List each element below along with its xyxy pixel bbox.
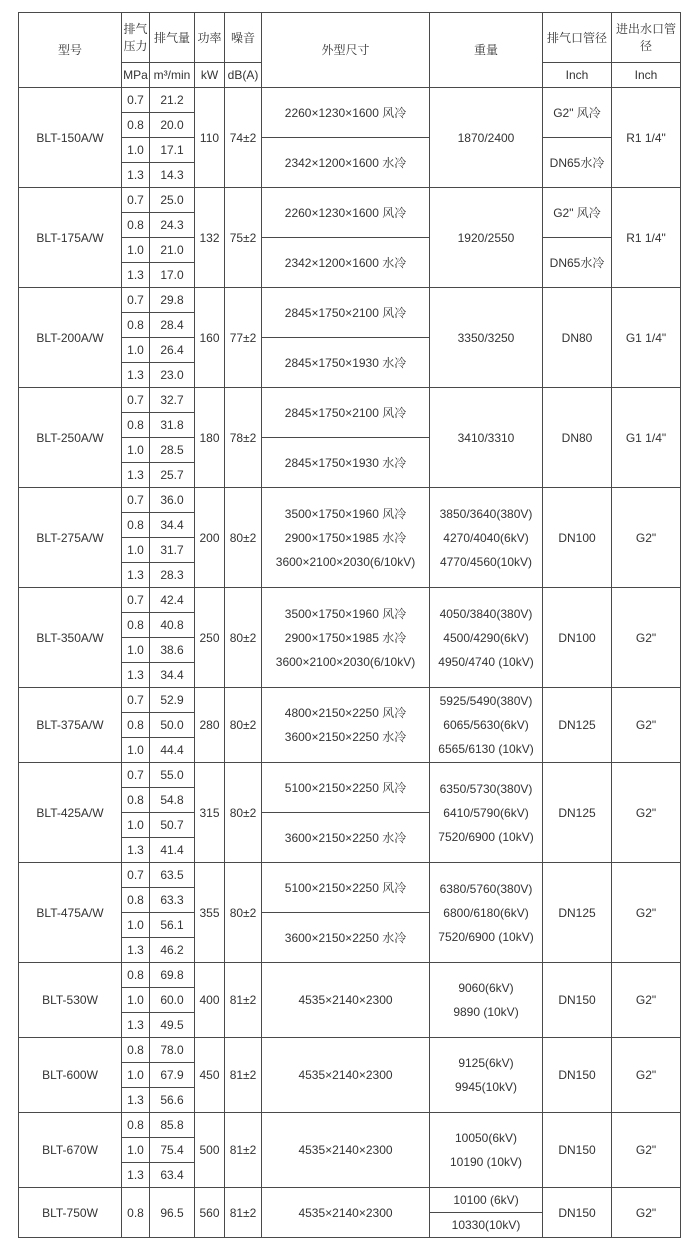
water-port-value: R1 1/4" [612,188,681,288]
model-name: BLT-200A/W [19,288,122,388]
water-port-value: G2" [612,963,681,1038]
table-row [19,588,681,613]
pressure-value: 0.8 [122,613,150,638]
noise-value: 80±2 [225,688,262,763]
outlet-value: DN80 [543,388,612,488]
weight-value-line: 6410/5790(6kV) [443,805,529,820]
header-noise: 噪音 [225,13,262,63]
noise-value: 81±2 [225,1038,262,1113]
weight-value-line: 9060(6kV) [458,981,514,995]
pressure-value: 1.3 [122,838,150,863]
power-value: 280 [195,688,225,763]
pressure-value: 1.0 [122,1063,150,1088]
weight-value-line: 4950/4740 (10kV) [438,654,534,669]
dimensions-value [262,688,430,763]
air-flow-value: 49.5 [150,1013,195,1038]
dimensions-air-cooled: 5100×2150×2250 风冷 [262,763,430,813]
noise-value: 74±2 [225,88,262,188]
dimensions-air-cooled: 2845×1750×2100 风冷 [262,388,430,438]
pressure-value: 1.0 [122,338,150,363]
outlet-value: DN150 [543,1188,612,1238]
pressure-value: 0.8 [122,213,150,238]
weight-value [430,1188,543,1238]
pressure-value: 0.7 [122,88,150,113]
dimensions-value-line: 4535×2140×2300 [298,1068,393,1082]
water-port-value: G2" [612,1113,681,1188]
power-value: 400 [195,963,225,1038]
table-row [19,688,681,713]
air-flow-value: 25.0 [150,188,195,213]
table-row [19,388,681,413]
weight-split-line: 10330(10kV) [430,1212,542,1237]
model-name: BLT-475A/W [19,863,122,963]
model-name: BLT-175A/W [19,188,122,288]
dimensions-air-cooled: 2260×1230×1600 风冷 [262,88,430,138]
table-row [19,488,681,513]
weight-value [430,488,543,588]
pressure-value: 0.7 [122,688,150,713]
power-value: 200 [195,488,225,588]
noise-value: 80±2 [225,763,262,863]
weight-value-line: 4500/4290(6kV) [443,630,529,645]
weight-value [430,1038,543,1113]
outlet-value: DN80 [543,288,612,388]
model-name: BLT-275A/W [19,488,122,588]
weight-value: 3410/3310 [430,388,543,488]
weight-value-line: 6800/6180(6kV) [443,905,529,920]
pressure-value: 1.3 [122,663,150,688]
outlet-value: DN125 [543,763,612,863]
header-water: 进出水口管径 [612,13,681,63]
weight-value-line: 4050/3840(380V) [439,606,533,621]
noise-value: 78±2 [225,388,262,488]
pressure-value: 1.0 [122,138,150,163]
outlet-value: DN125 [543,688,612,763]
water-port-value: R1 1/4" [612,88,681,188]
power-value: 132 [195,188,225,288]
pressure-value: 1.0 [122,738,150,763]
unit-water: Inch [612,63,681,88]
pressure-value: 0.8 [122,788,150,813]
unit-power: kW [195,63,225,88]
pressure-value: 0.7 [122,288,150,313]
air-flow-value: 17.0 [150,263,195,288]
air-flow-value: 85.8 [150,1113,195,1138]
dimensions-value [262,963,430,1038]
outlet-value: DN150 [543,963,612,1038]
pressure-value: 1.0 [122,438,150,463]
model-name: BLT-530W [19,963,122,1038]
outlet-value: DN150 [543,1038,612,1113]
air-flow-value: 46.2 [150,938,195,963]
weight-value [430,763,543,863]
power-value: 110 [195,88,225,188]
model-name: BLT-250A/W [19,388,122,488]
dimensions-water-cooled: 2342×1200×1600 水冷 [262,138,430,188]
dimensions-value-line: 3600×2100×2030(6/10kV) [275,554,416,569]
air-flow-value: 28.3 [150,563,195,588]
dimensions-value [262,488,430,588]
power-value: 180 [195,388,225,488]
air-flow-value: 52.9 [150,688,195,713]
dimensions-value-line: 4535×2140×2300 [298,1143,393,1157]
water-port-value: G2" [612,763,681,863]
air-flow-value: 96.5 [150,1188,195,1238]
weight-value-line: 7520/6900 (10kV) [438,829,534,844]
weight-value [430,1113,543,1188]
pressure-value: 0.7 [122,863,150,888]
pressure-value: 0.8 [122,1038,150,1063]
water-port-value: G2" [612,1038,681,1113]
pressure-value: 0.7 [122,588,150,613]
pressure-value: 1.3 [122,163,150,188]
weight-value-line: 10190 (10kV) [449,1155,523,1169]
water-port-value: G2" [612,688,681,763]
water-port-value: G2" [612,1188,681,1238]
air-flow-value: 54.8 [150,788,195,813]
air-flow-value: 67.9 [150,1063,195,1088]
unit-outlet: Inch [543,63,612,88]
air-flow-value: 23.0 [150,363,195,388]
model-name: BLT-150A/W [19,88,122,188]
air-flow-value: 55.0 [150,763,195,788]
pressure-value: 0.7 [122,763,150,788]
outlet-air-cooled: G2" 风冷 [543,188,612,238]
table-row [19,1188,681,1238]
outlet-water-cooled: DN65水冷 [543,138,612,188]
air-flow-value: 31.7 [150,538,195,563]
air-flow-value: 26.4 [150,338,195,363]
air-flow-value: 75.4 [150,1138,195,1163]
model-name: BLT-600W [19,1038,122,1113]
power-value: 560 [195,1188,225,1238]
air-flow-value: 29.8 [150,288,195,313]
pressure-value: 0.8 [122,888,150,913]
noise-value: 81±2 [225,1188,262,1238]
table-row [19,288,681,313]
dimensions-water-cooled: 2845×1750×1930 水冷 [262,438,430,488]
pressure-value: 1.3 [122,563,150,588]
air-flow-value: 17.1 [150,138,195,163]
header-power: 功率 [195,13,225,63]
air-flow-value: 50.0 [150,713,195,738]
weight-value-line: 6065/5630(6kV) [443,718,529,732]
model-name: BLT-425A/W [19,763,122,863]
water-port-value: G1 1/4" [612,388,681,488]
dimensions-value [262,588,430,688]
weight-value: 3350/3250 [430,288,543,388]
pressure-value: 1.0 [122,913,150,938]
dimensions-air-cooled: 5100×2150×2250 风冷 [262,863,430,913]
outlet-water-cooled: DN65水冷 [543,238,612,288]
dimensions-value [262,1188,430,1238]
pressure-value: 0.8 [122,113,150,138]
air-flow-value: 36.0 [150,488,195,513]
pressure-value: 0.8 [122,963,150,988]
weight-value-line: 7520/6900 (10kV) [438,929,534,944]
air-flow-value: 24.3 [150,213,195,238]
pressure-value: 1.0 [122,1138,150,1163]
dimensions-value-line: 4800×2150×2250 风冷 [284,706,407,720]
weight-value-line: 6565/6130 (10kV) [438,742,534,756]
table-row [19,88,681,113]
dimensions-value [262,1113,430,1188]
weight-value-line: 10050(6kV) [454,1131,518,1145]
pressure-value: 0.7 [122,488,150,513]
dimensions-water-cooled: 2845×1750×1930 水冷 [262,338,430,388]
unit-pressure: MPa [122,63,150,88]
air-flow-value: 78.0 [150,1038,195,1063]
weight-value-line: 4270/4040(6kV) [443,530,529,545]
pressure-value: 1.3 [122,1013,150,1038]
weight-value [430,963,543,1038]
air-flow-value: 42.4 [150,588,195,613]
pressure-value: 0.8 [122,513,150,538]
air-flow-value: 41.4 [150,838,195,863]
dimensions-value-line: 3600×2150×2250 水冷 [284,730,407,744]
header-pressure: 排气压力 [122,13,150,63]
air-flow-value: 40.8 [150,613,195,638]
model-name: BLT-670W [19,1113,122,1188]
table-row [19,863,681,888]
water-port-value: G2" [612,488,681,588]
air-flow-value: 21.2 [150,88,195,113]
air-flow-value: 60.0 [150,988,195,1013]
power-value: 500 [195,1113,225,1188]
outlet-air-cooled: G2" 风冷 [543,88,612,138]
weight-value [430,688,543,763]
dimensions-air-cooled: 2260×1230×1600 风冷 [262,188,430,238]
table-row [19,763,681,788]
weight-value-line: 3850/3640(380V) [439,506,533,521]
dimensions-value-line: 2900×1750×1985 水冷 [284,530,407,545]
spec-table [18,12,681,1238]
air-flow-value: 63.5 [150,863,195,888]
noise-value: 80±2 [225,488,262,588]
pressure-value: 1.0 [122,988,150,1013]
pressure-value: 1.3 [122,463,150,488]
noise-value: 75±2 [225,188,262,288]
air-flow-value: 56.1 [150,913,195,938]
weight-value-line: 9890 (10kV) [453,1005,519,1019]
dimensions-air-cooled: 2845×1750×2100 风冷 [262,288,430,338]
air-flow-value: 63.3 [150,888,195,913]
air-flow-value: 34.4 [150,513,195,538]
weight-value [430,588,543,688]
air-flow-value: 63.4 [150,1163,195,1188]
noise-value: 81±2 [225,1113,262,1188]
air-flow-value: 28.5 [150,438,195,463]
air-flow-value: 25.7 [150,463,195,488]
dimensions-value-line: 3500×1750×1960 风冷 [284,606,407,621]
unit-noise: dB(A) [225,63,262,88]
air-flow-value: 14.3 [150,163,195,188]
pressure-value: 0.7 [122,188,150,213]
water-port-value: G2" [612,863,681,963]
weight-value-line: 9125(6kV) [458,1056,514,1070]
pressure-value: 1.3 [122,1088,150,1113]
dimensions-water-cooled: 3600×2150×2250 水冷 [262,913,430,963]
unit-air-flow: m³/min [150,63,195,88]
air-flow-value: 56.6 [150,1088,195,1113]
water-port-value: G1 1/4" [612,288,681,388]
power-value: 315 [195,763,225,863]
noise-value: 80±2 [225,588,262,688]
header-row [19,13,681,63]
pressure-value: 1.0 [122,813,150,838]
weight-value-line: 6380/5760(380V) [439,881,533,896]
air-flow-value: 32.7 [150,388,195,413]
air-flow-value: 69.8 [150,963,195,988]
weight-value-line: 5925/5490(380V) [439,694,533,708]
model-name: BLT-375A/W [19,688,122,763]
air-flow-value: 28.4 [150,313,195,338]
dimensions-value-line: 2900×1750×1985 水冷 [284,630,407,645]
pressure-value: 1.3 [122,263,150,288]
pressure-value: 0.8 [122,713,150,738]
weight-value-line: 6350/5730(380V) [439,781,533,796]
pressure-value: 1.3 [122,363,150,388]
water-port-value: G2" [612,588,681,688]
table-row [19,963,681,988]
power-value: 250 [195,588,225,688]
table-row [19,1113,681,1138]
dimensions-value [262,1038,430,1113]
pressure-value: 0.8 [122,313,150,338]
air-flow-value: 34.4 [150,663,195,688]
outlet-value: DN125 [543,863,612,963]
dimensions-value-line: 4535×2140×2300 [298,993,393,1007]
air-flow-value: 50.7 [150,813,195,838]
model-name: BLT-350A/W [19,588,122,688]
pressure-value: 1.0 [122,638,150,663]
dimensions-water-cooled: 3600×2150×2250 水冷 [262,813,430,863]
air-flow-value: 31.8 [150,413,195,438]
weight-value: 1870/2400 [430,88,543,188]
pressure-value: 0.8 [122,1188,150,1238]
power-value: 450 [195,1038,225,1113]
pressure-value: 0.8 [122,413,150,438]
air-flow-value: 21.0 [150,238,195,263]
table-row [19,188,681,213]
pressure-value: 1.3 [122,938,150,963]
power-value: 160 [195,288,225,388]
pressure-value: 1.0 [122,538,150,563]
pressure-value: 0.7 [122,388,150,413]
weight-split [430,1188,542,1237]
air-flow-value: 44.4 [150,738,195,763]
pressure-value: 1.3 [122,1163,150,1188]
dimensions-value-line: 3600×2100×2030(6/10kV) [275,654,416,669]
weight-value: 1920/2550 [430,188,543,288]
weight-split-line: 10100 (6kV) [453,1193,519,1207]
dimensions-water-cooled: 2342×1200×1600 水冷 [262,238,430,288]
header-dimensions: 外型尺寸 [262,13,430,88]
power-value: 355 [195,863,225,963]
air-flow-value: 38.6 [150,638,195,663]
noise-value: 77±2 [225,288,262,388]
dimensions-value-line: 3500×1750×1960 风冷 [284,506,407,521]
table-body [19,88,681,1238]
pressure-value: 1.0 [122,238,150,263]
pressure-value: 0.8 [122,1113,150,1138]
weight-value-line: 4770/4560(10kV) [439,554,533,569]
model-name: BLT-750W [19,1188,122,1238]
dimensions-value-line: 4535×2140×2300 [298,1205,393,1220]
outlet-value: DN100 [543,488,612,588]
table-row [19,1038,681,1063]
header-air-flow: 排气量 [150,13,195,63]
header-model: 型号 [19,13,122,88]
outlet-value: DN150 [543,1113,612,1188]
header-weight: 重量 [430,13,543,88]
noise-value: 81±2 [225,963,262,1038]
header-outlet: 排气口管径 [543,13,612,63]
weight-value [430,863,543,963]
noise-value: 80±2 [225,863,262,963]
air-flow-value: 20.0 [150,113,195,138]
weight-value-line: 9945(10kV) [454,1080,518,1094]
outlet-value: DN100 [543,588,612,688]
